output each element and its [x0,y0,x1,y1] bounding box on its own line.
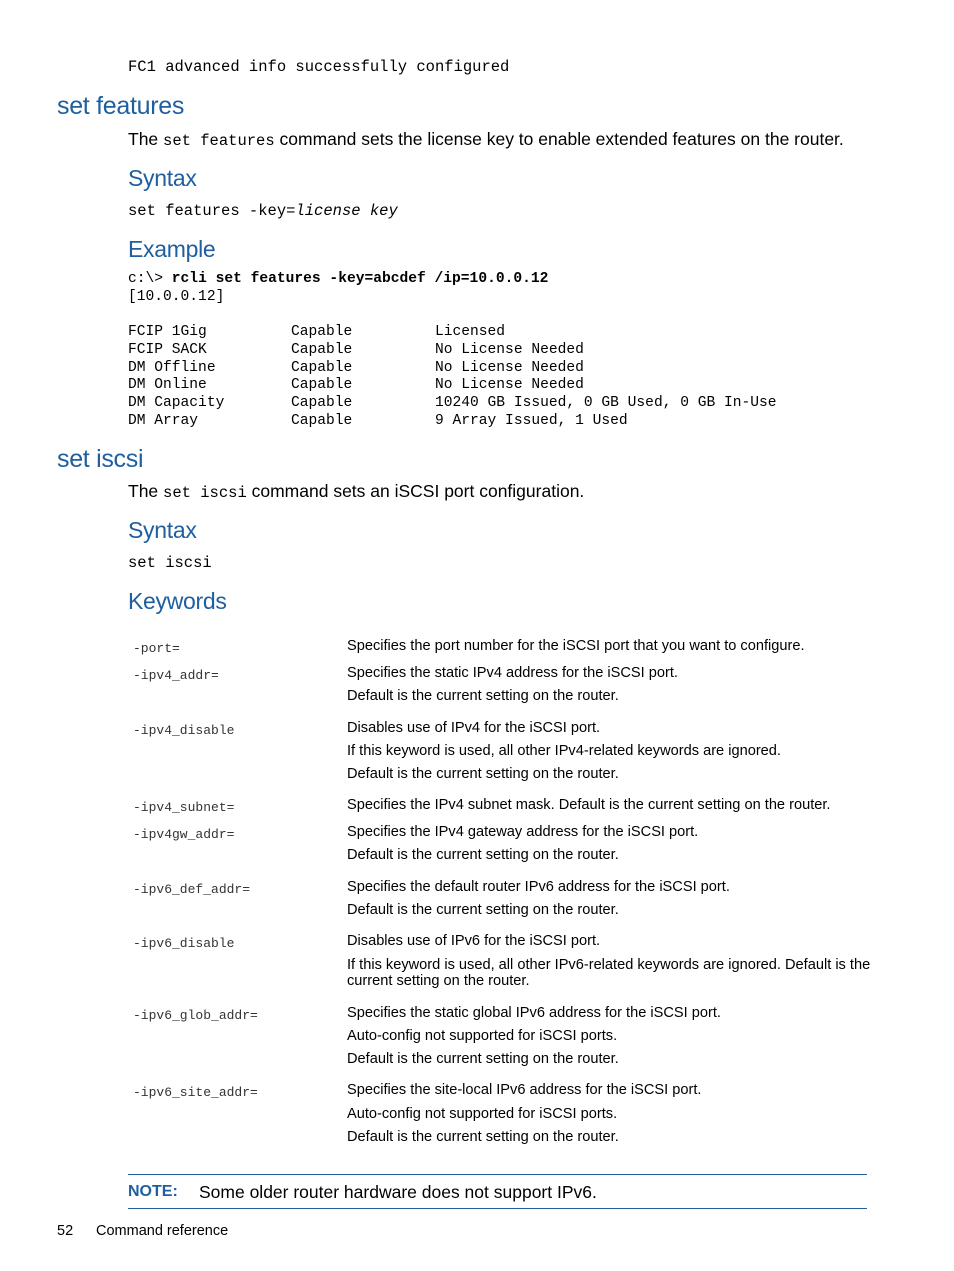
note-top-rule [128,1174,867,1175]
keyword-name: -ipv6_disable [133,936,235,951]
syntax-argument: license key [295,202,398,220]
keyword-desc: Default is the current setting on the router. [347,688,619,704]
keyword-desc: Specifies the static IPv4 address for the iSCSI port. [347,665,678,681]
syntax-code [128,202,398,220]
set-iscsi-description [128,481,584,502]
keyword-desc: Specifies the site-local IPv6 address for the iSCSI port. [347,1082,702,1098]
keyword-name: -port= [133,641,180,656]
keyword-desc: Disables use of IPv6 for the iSCSI port. [347,933,601,949]
keyword-name: -ipv6_site_addr= [133,1085,258,1100]
note-text: Some older router hardware does not support IPv6. [199,1182,597,1202]
output-row: FCIP SACK Capable No License Needed [128,341,584,358]
output-row: DM Capacity Capable 10240 GB Issued, 0 GB Used, 0 GB In-Use [128,395,777,412]
keyword-desc: Default is the current setting on the router. [347,1129,619,1145]
keyword-name: -ipv4_subnet= [133,800,235,815]
desc-post: command sets an iSCSI port configuration. [251,481,585,501]
example-heading: Example [128,236,216,262]
keyword-desc: Specifies the IPv4 subnet mask. Default is the current setting on the router. [347,797,831,813]
example-prompt: c:\> [128,271,172,287]
keyword-desc: Default is the current setting on the router. [347,1051,619,1067]
section-title-set-iscsi: set iscsi [57,445,144,473]
footer-section: Command reference [96,1223,229,1239]
note-bottom-rule [128,1208,867,1209]
keyword-desc: Specifies the port number for the iSCSI port that you want to configure. [347,638,805,654]
keyword-name: -ipv6_glob_addr= [133,1008,258,1023]
keyword-desc: Specifies the IPv4 gateway address for the iSCSI port. [347,824,699,840]
keyword-desc: Default is the current setting on the router. [347,766,619,782]
keyword-name: -ipv4gw_addr= [133,827,235,842]
desc-post: command sets the license key to enable extended features on the router. [279,129,844,149]
syntax-code: set iscsi [128,554,212,572]
desc-pre: The [128,129,159,149]
keyword-desc: Auto-config not supported for iSCSI ports. [347,1028,618,1044]
keyword-desc: If this keyword is used, all other IPv6-related keywords are ignored. Default is the [347,957,871,973]
keyword-desc: Auto-config not supported for iSCSI ports. [347,1106,618,1122]
keyword-desc: Default is the current setting on the router. [347,847,619,863]
example-ip: [10.0.0.12] [128,289,225,305]
output-row: DM Online Capable No License Needed [128,377,584,394]
page-number: 52 [57,1223,74,1239]
note-label: NOTE: [128,1183,178,1200]
output-row: FCIP 1Gig Capable Licensed [128,324,506,340]
keyword-name: -ipv6_def_addr= [133,882,251,897]
syntax-command: set features -key= [128,202,296,220]
keyword-desc: Specifies the static global IPv6 address for the iSCSI port. [347,1005,721,1021]
keyword-desc: Default is the current setting on the router. [347,902,619,918]
features-output-table [128,324,777,431]
keyword-desc: Disables use of IPv4 for the iSCSI port. [347,720,601,736]
desc-pre: The [128,481,159,501]
output-row: DM Offline Capable No License Needed [128,359,584,376]
keyword-desc: current setting on the router. [347,973,530,989]
section-title-set-features: set features [57,92,185,120]
desc-code: set iscsi [163,484,247,502]
syntax-heading: Syntax [128,165,197,191]
keyword-name: -ipv4_disable [133,723,235,738]
keyword-desc: If this keyword is used, all other IPv4-related keywords are ignored. [347,743,781,759]
intro-line: FC1 advanced info successfully configured [128,58,510,76]
example-command: rcli set features -key=abcdef /ip=10.0.0.12 [171,271,549,287]
syntax-heading: Syntax [128,517,197,543]
keyword-desc: Specifies the default router IPv6 address for the iSCSI port. [347,879,730,895]
desc-code: set features [163,132,275,150]
keyword-name: -ipv4_addr= [133,668,219,683]
output-row: DM Array Capable 9 Array Issued, 1 Used [128,412,628,429]
keywords-heading: Keywords [128,588,227,614]
set-features-description [128,129,844,150]
example-command-line [128,271,548,289]
